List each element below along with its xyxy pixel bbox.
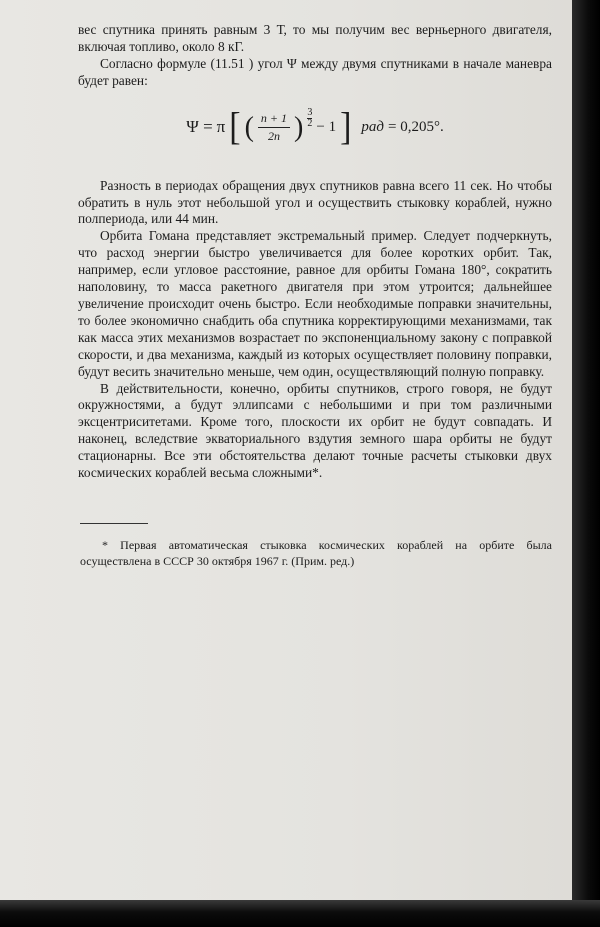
formula-lhs: Ψ = [186,117,213,137]
paragraph-2: Согласно формуле (11.51 ) угол Ψ между двумя спутниками в начале маневра будет равен: [78,55,552,88]
paragraph-4: Орбита Гомана представляет экстремальный пример. Следует подчеркнуть, что расход энергии быстро увеличивается для более коротких орбит. Так, например, если угловое расстояние, равное для орбиты Гомана 180°, сократить наполовину, то масса ракетного двигателя при этом утроится; дальнейшее увеличение происходит очень быстро. Если необходимые поправки значительны, то более экономично снабдить оба спутника корректирующими механизмами, так как масса этих механизмов возрастает по экспоненциальному закону с поправкой скорости, и два механизма, каждый из которых осуществляет половину поправки, будут весить значительно меньше, чем один, осуществляющий полную поправку. [78,228,552,379]
formula-result: = 0,205°. [388,119,444,136]
fraction [258,110,290,145]
equation [78,105,552,149]
formula-unit: рад [361,119,384,136]
exponent [307,108,312,129]
fraction-denominator: 2n [267,129,280,144]
paragraph-5: В действительности, конечно, орбиты спутников, строго говоря, не будут окружностями, а будут эллипсами с небольшими и при том различными эксцентриситетами. Кроме того, плоскости их орбит не будут совпадать. И наконец, вследствие экваториального вздутия земного шара орбиты не будут стационарны. Все эти обстоятельства делают точные расчеты стыковки двух космических кораблей весьма сложными*. [78,380,552,481]
footnote-rule [80,523,148,524]
exponent-numerator: 3 [307,107,313,119]
footnote-text: * Первая автоматическая стыковка космических кораблей на орбите была осуществлена в СССР 30 октября 1967 г. (Прим. ред.) [80,538,552,568]
formula-pi: π [216,117,226,137]
left-bracket: [ [229,105,241,149]
body-text [78,22,552,482]
right-paren: ) [294,111,304,143]
scan-edge-right [572,0,600,927]
paragraph-1: вес спутника принять равным 3 Т, то мы получим вес верньерного двигателя, включая топливо, около 8 кГ. [78,22,552,54]
footnote [80,538,552,569]
right-bracket: ] [340,105,352,149]
scan-edge-bottom [0,900,600,927]
left-paren: ( [244,111,254,143]
paragraph-3: Разность в периодах обращения двух спутников равна всего 11 сек. Но чтобы обратить в нуль этот небольшой угол и осуществить стыковку кораблей, нужно полпериода, или 44 мин. [78,177,552,227]
formula-minus-one: − 1 [316,119,337,136]
fraction-numerator: n + 1 [258,110,290,128]
exponent-denominator: 2 [307,118,313,130]
